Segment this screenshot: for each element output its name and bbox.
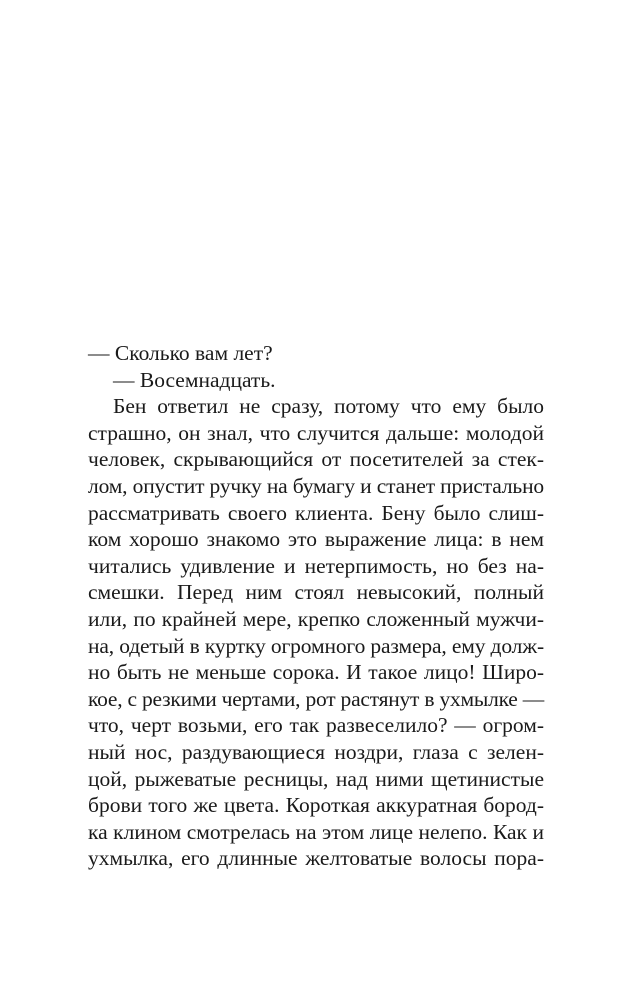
text-line-content: цой, рыжеватые ресницы, над ними щетинистые (88, 766, 544, 791)
text-line (88, 500, 544, 527)
text-line-content: или, по крайней мере, крепко сложенный мужчи- (88, 606, 544, 631)
text-line (88, 659, 544, 686)
text-line-content: смешки. Перед ним стоял невысокий, полный (88, 580, 544, 605)
text-line-content: — Сколько вам лет? (88, 341, 273, 365)
text-line-content: ка клином смотрелась на этом лице нелепо. Как и (88, 819, 544, 844)
text-line (88, 686, 544, 713)
text-line-content: на, одетый в куртку огромного размера, ему долж- (88, 633, 544, 658)
text-line (88, 712, 544, 739)
text-line (88, 446, 544, 473)
text-line-content: но быть не меньше сорока. И такое лицо! Широ- (88, 660, 544, 685)
book-page-text (88, 340, 544, 872)
text-line (88, 633, 544, 660)
text-line (88, 553, 544, 580)
text-line (88, 526, 544, 553)
text-line (88, 819, 544, 846)
text-line (88, 792, 544, 819)
text-line-content: рассматривать своего клиента. Бену было слиш- (88, 500, 544, 525)
text-line-content: лом, опустит ручку на бумагу и станет пристально (88, 473, 544, 498)
text-line-content: ухмылка, его длинные желтоватые волосы пора- (88, 846, 544, 871)
text-line (88, 393, 544, 420)
text-line-content: Бен ответил не сразу, потому что ему было (113, 394, 544, 419)
text-line-content: человек, скрывающийся от посетителей за стек- (88, 447, 544, 472)
text-line-content: что, черт возьми, его так развеселило? — огром- (88, 713, 544, 738)
text-line (88, 340, 544, 367)
text-line-content: ком хорошо знакомо это выражение лица: в нем (88, 527, 544, 552)
text-line (88, 367, 544, 394)
text-line-content: ный нос, раздувающиеся ноздри, глаза с зелен- (88, 739, 544, 764)
text-line-content: — Восемнадцать. (113, 367, 276, 392)
text-line (88, 845, 544, 872)
text-line-content: читались удивление и нетерпимость, но без на- (88, 553, 544, 578)
text-line (88, 606, 544, 633)
text-line-content: брови того же цвета. Короткая аккуратная бород- (88, 793, 544, 818)
text-line (88, 473, 544, 500)
text-line (88, 420, 544, 447)
text-line (88, 739, 544, 766)
text-line (88, 579, 544, 606)
text-line-content: кое, с резкими чертами, рот растянут в ухмылке — (88, 686, 544, 711)
text-line-content: страшно, он знал, что случится дальше: молодой (88, 420, 544, 445)
text-line (88, 766, 544, 793)
